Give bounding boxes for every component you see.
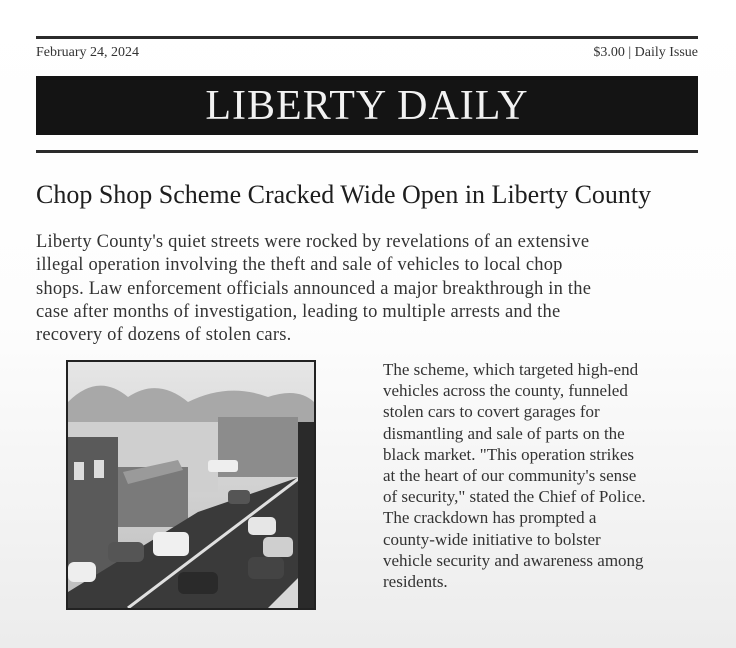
bottom-rule	[36, 150, 698, 153]
lead-line: case after months of investigation, leading to multiple arrests and the	[36, 301, 561, 322]
side-line: dismantling and sale of parts on the	[383, 423, 625, 443]
lead-line: shops. Law enforcement officials announced a major breakthrough in the	[36, 278, 592, 299]
price-issue: $3.00 | Daily Issue	[593, 45, 698, 60]
side-column-paragraph	[383, 359, 646, 592]
top-rule	[36, 36, 698, 39]
side-line: The scheme, which targeted high-end	[383, 360, 639, 379]
article-headline: Chop Shop Scheme Cracked Wide Open in Liberty County	[36, 180, 652, 209]
side-line: black market. "This operation strikes	[383, 444, 635, 464]
side-line: residents.	[383, 572, 448, 592]
side-line: The crackdown has prompted a	[383, 508, 597, 528]
side-line: vehicle security and awareness among	[383, 550, 644, 570]
article-photo-street-scene	[66, 360, 316, 610]
lead-line: recovery of dozens of stolen cars.	[36, 325, 292, 346]
side-line: county-wide initiative to bolster	[383, 529, 601, 549]
lead-line: Liberty County's quiet streets were rocked by revelations of an extensive	[36, 232, 590, 252]
side-line: stolen cars to covert garages for	[383, 402, 600, 422]
masthead-banner	[36, 76, 698, 135]
side-line: of security," stated the Chief of Police.	[383, 487, 646, 507]
side-line: vehicles across the county, funneled	[383, 381, 628, 401]
newspaper-title: LIBERTY DAILY	[205, 82, 529, 129]
side-line: at the heart of our community's sense	[383, 466, 637, 486]
lead-paragraph	[36, 231, 591, 347]
lead-line: illegal operation involving the theft and sale of vehicles to local chop	[36, 255, 563, 276]
issue-date: February 24, 2024	[36, 45, 140, 60]
